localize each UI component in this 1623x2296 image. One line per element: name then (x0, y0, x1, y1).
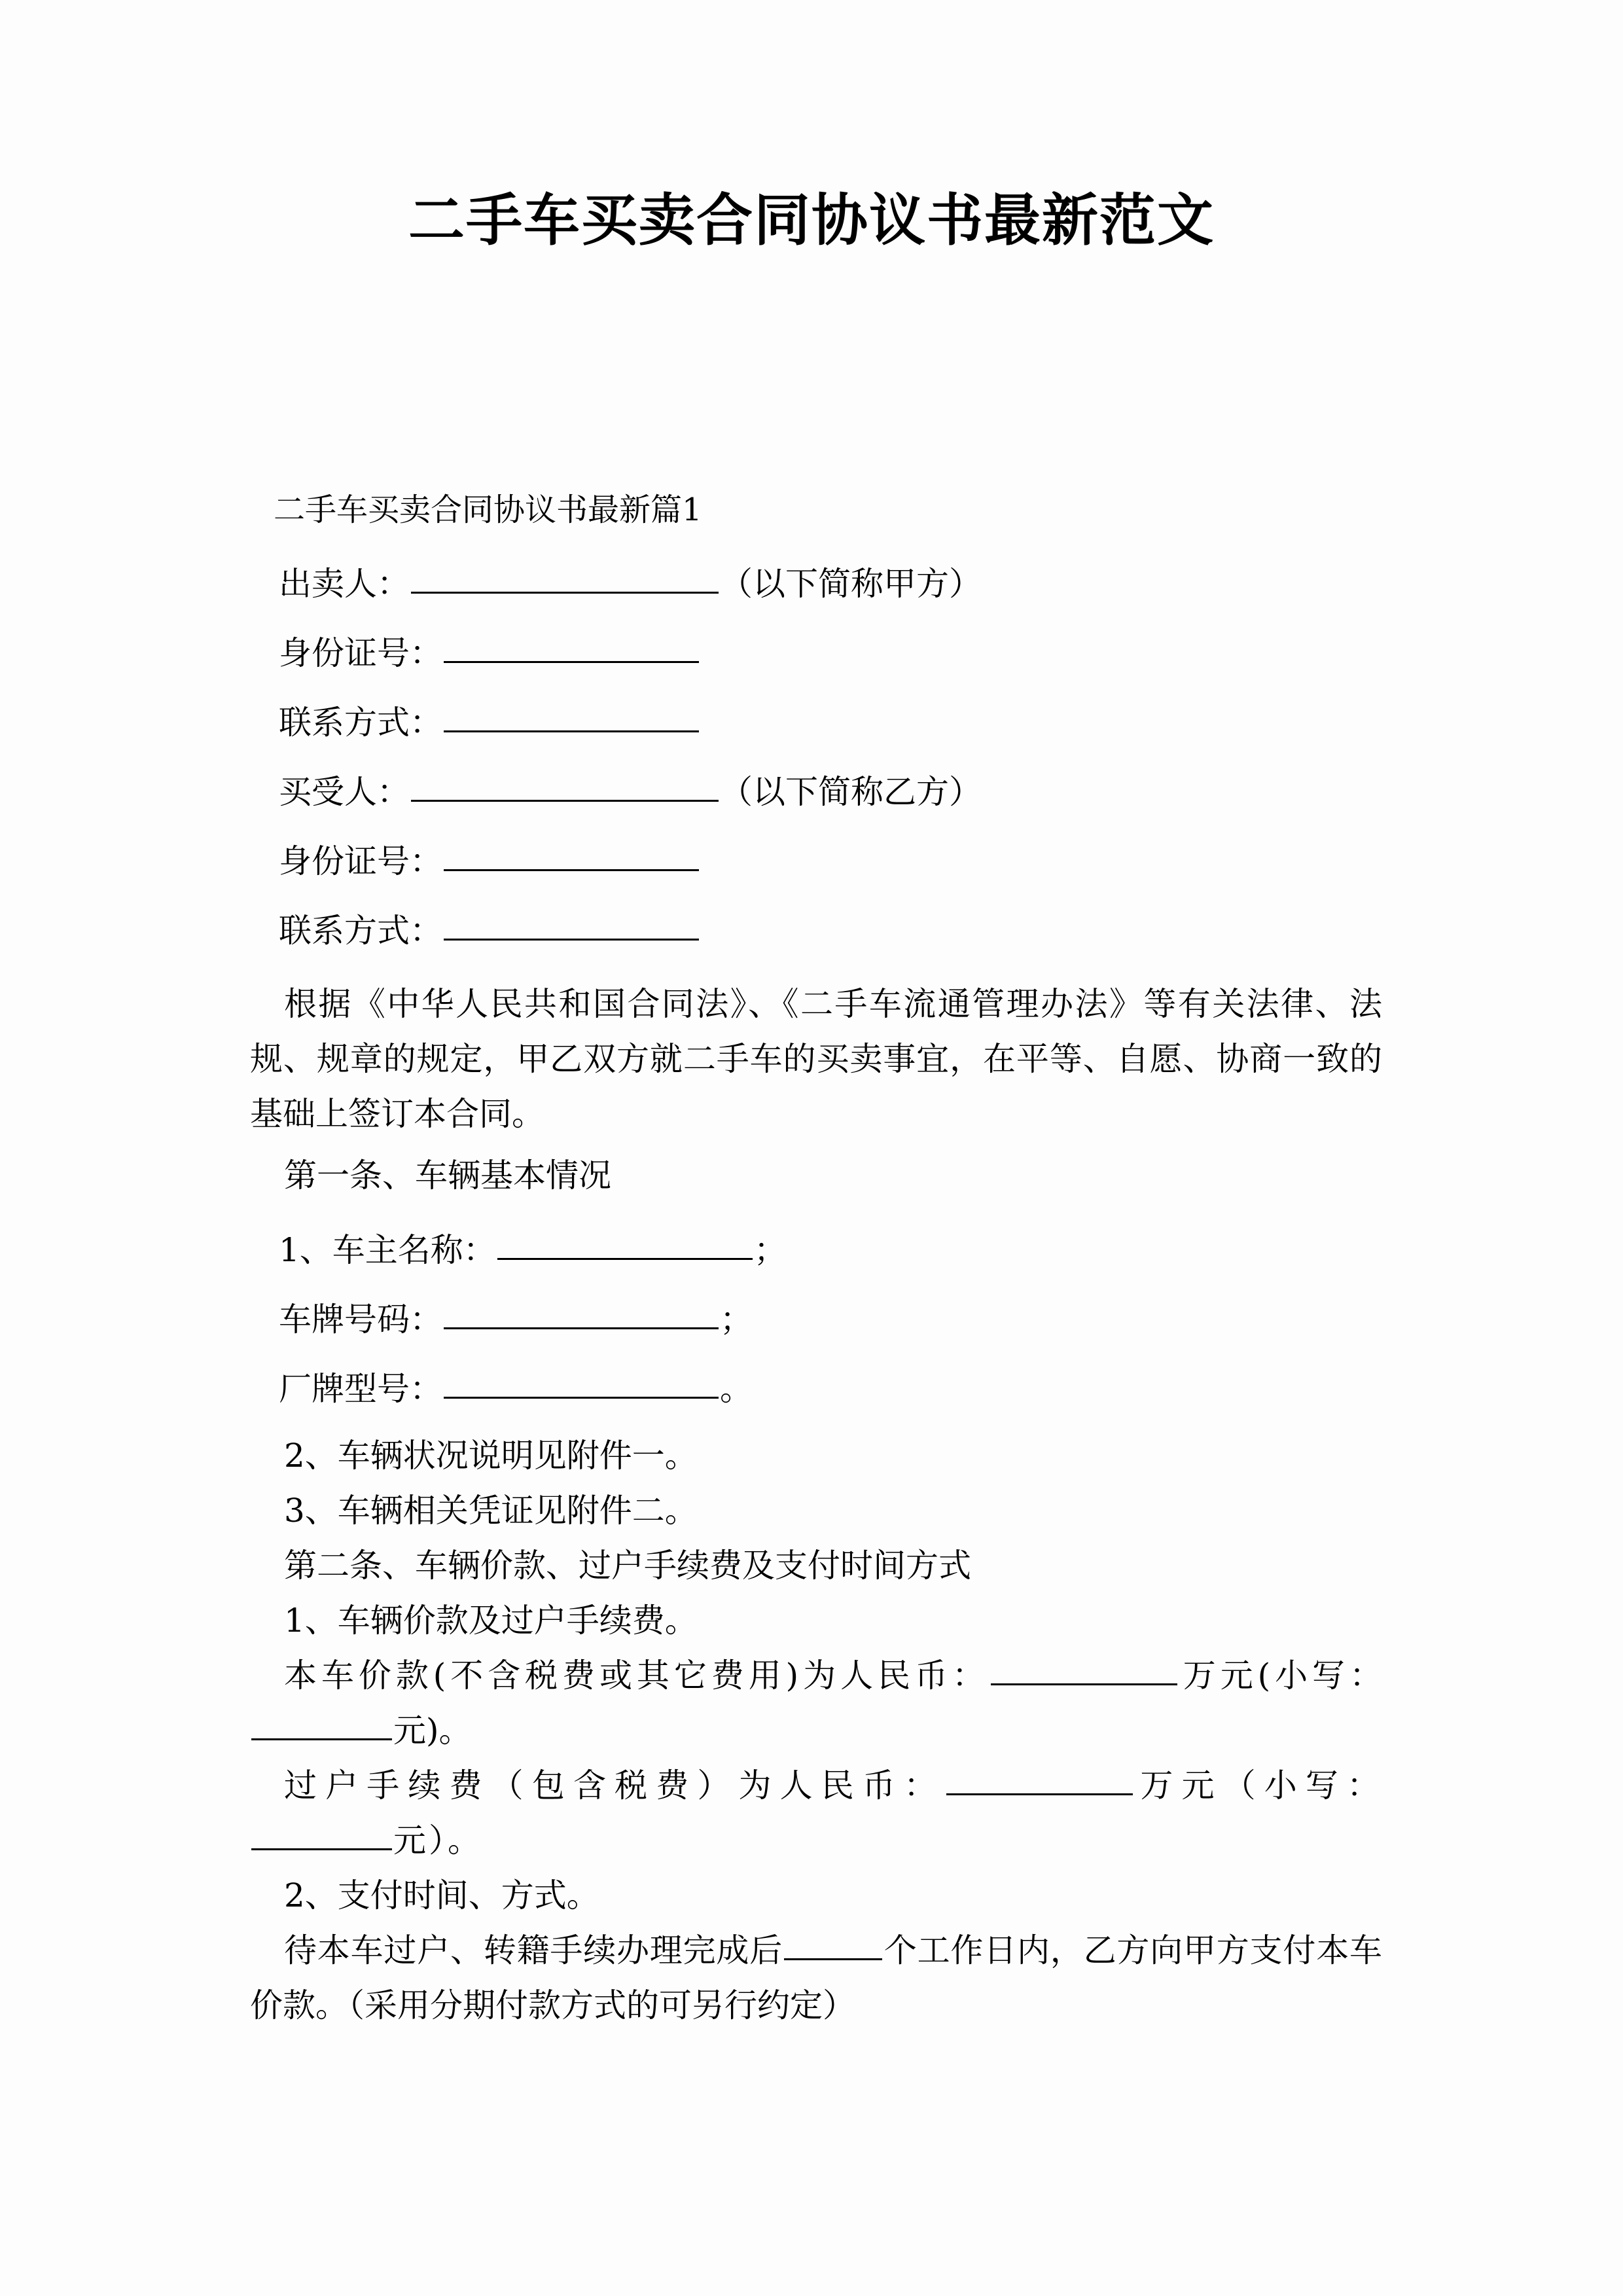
field-buyer-label: 买受人： (279, 773, 410, 811)
field-buyer-id-label: 身份证号： (279, 842, 442, 880)
field-buyer-contact-label: 联系方式： (279, 912, 442, 950)
fee-amount-numeric-input[interactable] (251, 1821, 392, 1850)
field-plate-number-suffix: ； (720, 1300, 753, 1338)
field-seller-id-input[interactable] (444, 634, 699, 663)
article-two-payment-line (250, 1923, 1382, 2033)
article-two-heading: 第二条、车辆价款、过户手续费及支付时间方式 (284, 1547, 971, 1585)
article-two-price-line (250, 1648, 1382, 1758)
article-two-item1: 1、车辆价款及过户手续费。 (284, 1602, 698, 1640)
field-seller-contact-label: 联系方式： (279, 704, 442, 742)
field-seller-contact (279, 692, 1382, 753)
field-buyer-contact-input[interactable] (444, 911, 699, 941)
field-seller-id-label: 身份证号： (279, 634, 442, 672)
field-buyer-contact (279, 901, 1382, 961)
fee-amount-input[interactable] (946, 1766, 1133, 1795)
field-owner-name-input[interactable] (497, 1230, 753, 1260)
price-amount-input[interactable] (991, 1656, 1177, 1685)
fee-pre-text: 过户手续费（包含税费）为人民币： (284, 1767, 946, 1804)
field-buyer (279, 762, 1382, 822)
page-title: 二手车买卖合同协议书最新范文 (408, 187, 1215, 253)
fee-mid-text: 万元（小写： (1134, 1767, 1383, 1804)
field-seller-suffix: （以下简称甲方） (720, 565, 982, 603)
price-amount-numeric-input[interactable] (251, 1711, 392, 1740)
payment-days-input[interactable] (784, 1931, 882, 1960)
field-seller-input[interactable] (411, 564, 719, 594)
field-model-input[interactable] (444, 1369, 719, 1399)
field-seller (279, 554, 1382, 614)
field-plate-number (279, 1289, 1382, 1350)
price-pre-text: 本车价款(不含税费或其它费用)为人民币： (284, 1657, 990, 1695)
section-subheading: 二手车买卖合同协议书最新篇1 (274, 492, 702, 528)
price-end-text: 元)。 (393, 1712, 472, 1749)
field-model-suffix: 。 (720, 1370, 753, 1408)
price-mid-text: 万元(小写： (1178, 1657, 1382, 1695)
field-seller-label: 出卖人： (279, 565, 410, 603)
payment-pre-text: 待本车过户、转籍手续办理完成后 (284, 1931, 783, 1969)
field-model (279, 1359, 1382, 1419)
spacer (250, 1141, 1382, 1148)
field-buyer-id-input[interactable] (444, 842, 699, 871)
document-body (250, 484, 1382, 2033)
field-seller-id (279, 623, 1382, 683)
article-one-item3: 3、车辆相关凭证见附件二。 (284, 1492, 698, 1530)
preamble-paragraph: 根据《中华人民共和国合同法》、《二手车流通管理办法》等有关法律、法规、规章的规定，甲乙双方就二手车的买卖事宜，在平等、自愿、协商一致的基础上签订本合同。 (250, 985, 1382, 1133)
field-owner-name (279, 1220, 1382, 1280)
article-one-heading: 第一条、车辆基本情况 (284, 1157, 611, 1194)
article-one-item2: 2、车辆状况说明见附件一。 (284, 1437, 698, 1475)
field-owner-name-suffix: ； (753, 1231, 787, 1269)
article-two-fee-line (250, 1758, 1382, 1868)
fee-end-text: 元）。 (393, 1821, 483, 1859)
payment-post-text: 个工作日内，乙方向甲方支付本车价款。（采用分期付款方式的可另行约定） (250, 1931, 1382, 2024)
field-model-label: 厂牌型号： (279, 1370, 442, 1408)
spacer (250, 970, 1382, 977)
field-plate-number-label: 车牌号码： (279, 1300, 442, 1338)
field-owner-name-label: 1、车主名称： (279, 1231, 496, 1269)
field-seller-contact-input[interactable] (444, 703, 699, 732)
field-buyer-id (279, 831, 1382, 891)
article-two-item2: 2、支付时间、方式。 (284, 1876, 599, 1914)
field-buyer-input[interactable] (411, 772, 719, 802)
field-buyer-suffix: （以下简称乙方） (720, 773, 982, 811)
field-plate-number-input[interactable] (444, 1300, 719, 1329)
spacer (250, 547, 1382, 554)
